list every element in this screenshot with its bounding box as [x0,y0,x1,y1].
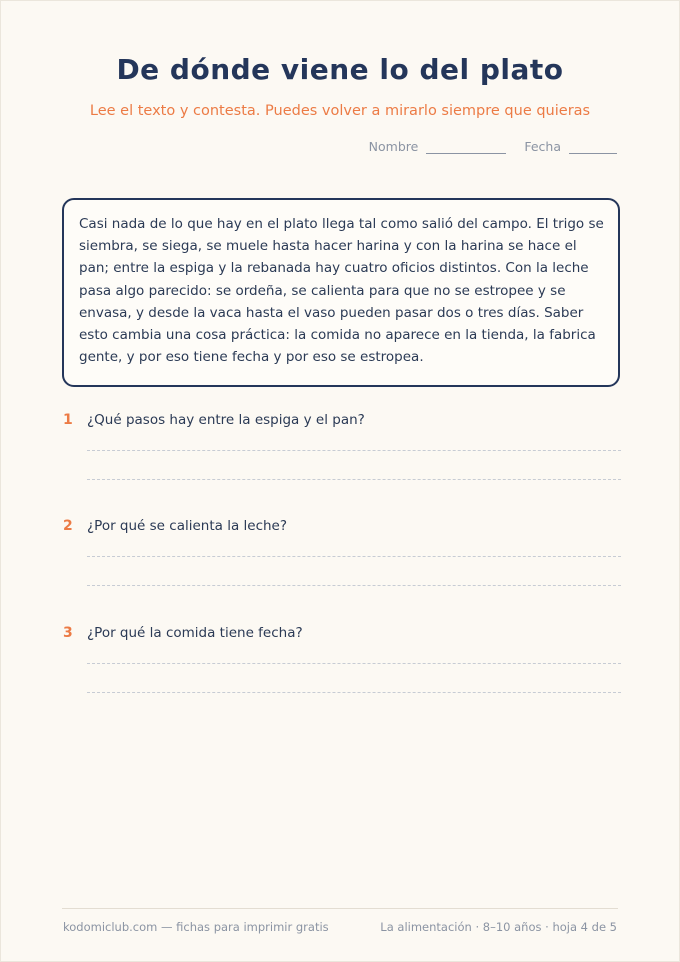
question-3 [63,625,621,645]
date-field[interactable] [569,141,617,154]
question-1 [63,412,621,432]
answer-line[interactable] [87,556,621,557]
question-text: ¿Por qué se calienta la leche? [87,518,288,534]
question-number: 2 [63,518,73,534]
footer-divider [62,908,618,909]
page-title: De dónde viene lo del plato [116,53,564,86]
question-number: 1 [63,412,73,428]
question-text: ¿Por qué la comida tiene fecha? [87,625,303,641]
name-field[interactable] [426,141,506,154]
question-text: ¿Qué pasos hay entre la espiga y el pan? [87,412,365,428]
answer-line[interactable] [87,663,621,664]
question-2 [63,518,621,538]
page-subtitle: Lee el texto y contesta. Puedes volver a mirarlo siempre que quieras [89,103,591,119]
question-number: 3 [63,625,73,641]
answer-line[interactable] [87,450,621,451]
student-info [369,139,617,154]
answer-line[interactable] [87,585,621,586]
answer-line[interactable] [87,692,621,693]
footer-sheet-info: La alimentación · 8–10 años · hoja 4 de 5 [380,920,617,934]
footer-site: kodomiclub.com — fichas para imprimir gratis [63,920,329,934]
name-label: Nombre [368,139,419,154]
reading-text: Casi nada de lo que hay en el plato llega tal como salió del campo. El trigo se siembra, se siega, se muele hasta hacer harina y con la harina se hace el pan; entre la espiga y la rebanada hay cuatro oficios distintos. Con la leche pasa algo parecido: se ordeña, se calienta para que no se estropee y se envasa, y desde la vaca hasta el vaso pueden pasar dos o tres días. Saber esto cambia una cosa práctica: la comida no aparece en la tienda, la fabrica gente, y por eso tiene fecha y por eso se estropea. [79,216,604,366]
date-label: Fecha [524,139,561,154]
reading-box [62,198,620,387]
answer-line[interactable] [87,479,621,480]
